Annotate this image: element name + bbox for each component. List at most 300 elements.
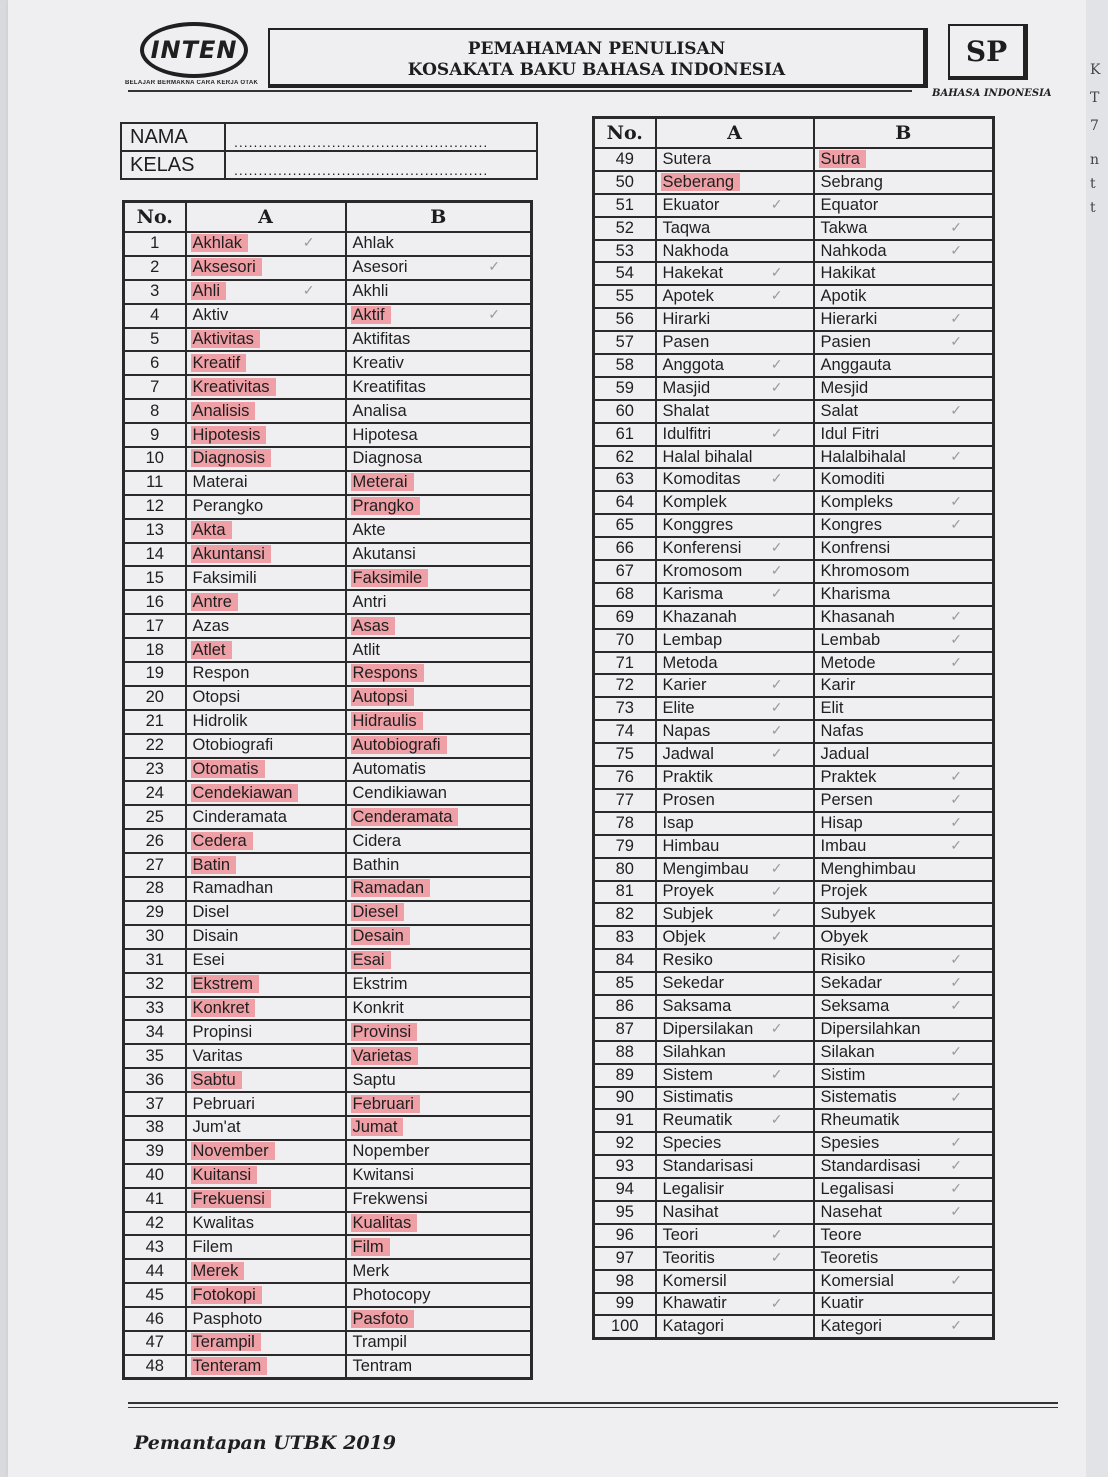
word-text: Sistem xyxy=(662,1065,713,1084)
table-row xyxy=(594,468,994,491)
word-text: Shalat xyxy=(662,401,710,420)
word-a xyxy=(186,853,346,877)
word-text: Ahlak xyxy=(352,234,394,253)
table-row xyxy=(594,1018,994,1041)
word-b xyxy=(814,217,994,240)
table-row xyxy=(124,853,532,877)
table-row xyxy=(594,652,994,675)
word-b xyxy=(814,629,994,652)
word-b xyxy=(814,720,994,743)
row-number: 42 xyxy=(124,1212,186,1236)
word-text: Jum'at xyxy=(192,1118,241,1137)
word-a xyxy=(656,468,814,491)
word-b xyxy=(814,468,994,491)
row-number: 61 xyxy=(594,423,656,446)
word-text: Ahli xyxy=(191,282,227,300)
row-number: 35 xyxy=(124,1044,186,1068)
table-row xyxy=(124,1235,532,1259)
word-a xyxy=(186,614,346,638)
word-a xyxy=(186,805,346,829)
word-a xyxy=(186,638,346,662)
word-b xyxy=(814,331,994,354)
table-row xyxy=(594,514,994,537)
word-a xyxy=(186,1235,346,1259)
word-b xyxy=(814,308,994,331)
word-b xyxy=(814,1155,994,1178)
word-a xyxy=(186,1355,346,1379)
table-row xyxy=(594,1041,994,1064)
word-text: Analisa xyxy=(352,401,407,420)
word-text: Kharisma xyxy=(820,584,891,603)
table-row xyxy=(594,354,994,377)
row-number: 66 xyxy=(594,537,656,560)
word-text: Cinderamata xyxy=(192,807,287,826)
row-number: 55 xyxy=(594,285,656,308)
row-number: 87 xyxy=(594,1018,656,1041)
word-b xyxy=(346,997,532,1021)
table-row xyxy=(124,399,532,423)
table-row xyxy=(124,1283,532,1307)
table-row xyxy=(594,1087,994,1110)
word-text: Isap xyxy=(662,813,694,832)
word-text: Otomatis xyxy=(191,760,265,778)
row-number: 20 xyxy=(124,686,186,710)
word-text: Legalisasi xyxy=(820,1180,894,1199)
word-a xyxy=(186,781,346,805)
word-text: Halalbihalal xyxy=(820,447,906,466)
word-text: Sutra xyxy=(819,150,866,168)
word-text: Pasen xyxy=(662,333,710,352)
word-a xyxy=(186,1259,346,1283)
word-text: Faksimile xyxy=(351,569,429,587)
word-a xyxy=(656,560,814,583)
word-text: Himbau xyxy=(662,836,720,855)
word-text: Projek xyxy=(820,882,868,901)
word-a xyxy=(656,1293,814,1316)
word-text: Risiko xyxy=(820,951,866,970)
word-b xyxy=(814,858,994,881)
word-text: Karier xyxy=(662,676,707,695)
table-row xyxy=(124,1044,532,1068)
row-number: 23 xyxy=(124,758,186,782)
word-text: Dipersilakan xyxy=(662,1019,754,1038)
row-number: 21 xyxy=(124,710,186,734)
table-row xyxy=(594,1132,994,1155)
word-text: Seberang xyxy=(661,173,741,191)
table-row xyxy=(594,949,994,972)
word-text: Kompleks xyxy=(820,493,893,512)
table-row xyxy=(124,1212,532,1236)
table-row xyxy=(124,710,532,734)
kelas-field[interactable]: .................................................... xyxy=(225,151,537,179)
word-b xyxy=(346,662,532,686)
header-a: A xyxy=(656,118,814,149)
word-text: Azas xyxy=(192,616,230,635)
vocab-table-left xyxy=(122,200,533,1380)
word-text: Diagnosa xyxy=(352,449,423,468)
word-b xyxy=(346,781,532,805)
table-row xyxy=(594,537,994,560)
word-a xyxy=(656,743,814,766)
word-text: Silahkan xyxy=(662,1042,726,1061)
word-text: Sistim xyxy=(820,1065,866,1084)
word-text: Kuitansi xyxy=(191,1166,258,1184)
word-text: Lembab xyxy=(820,630,881,649)
table-row xyxy=(594,583,994,606)
word-a xyxy=(656,1018,814,1041)
word-b xyxy=(814,1041,994,1064)
word-text: Sistematis xyxy=(820,1088,897,1107)
word-b xyxy=(814,491,994,514)
word-text: Desain xyxy=(351,927,410,945)
word-b xyxy=(814,995,994,1018)
word-b xyxy=(346,925,532,949)
table-row xyxy=(594,171,994,194)
table-row xyxy=(594,903,994,926)
word-text: Cendikiawan xyxy=(352,783,447,802)
table-row xyxy=(124,232,532,256)
word-b xyxy=(346,1259,532,1283)
row-number: 26 xyxy=(124,829,186,853)
word-a xyxy=(186,232,346,256)
row-number: 24 xyxy=(124,781,186,805)
word-b xyxy=(346,638,532,662)
word-b xyxy=(346,1283,532,1307)
table-row xyxy=(124,614,532,638)
table-row xyxy=(594,606,994,629)
word-text: Frekwensi xyxy=(352,1190,428,1209)
table-row xyxy=(594,926,994,949)
row-number: 58 xyxy=(594,354,656,377)
word-text: Diesel xyxy=(351,903,405,921)
row-number: 86 xyxy=(594,995,656,1018)
word-text: Kategori xyxy=(820,1317,882,1336)
table-row xyxy=(124,375,532,399)
logo-text: INTEN xyxy=(150,36,238,64)
word-text: Analisis xyxy=(191,402,256,420)
table-row xyxy=(594,1178,994,1201)
word-text: Sutera xyxy=(662,149,712,168)
word-text: Rheumatik xyxy=(820,1111,900,1130)
word-b xyxy=(346,256,532,280)
row-number: 99 xyxy=(594,1293,656,1316)
word-b xyxy=(346,805,532,829)
word-a xyxy=(656,1224,814,1247)
word-text: Anggauta xyxy=(820,355,892,374)
word-text: Respons xyxy=(351,664,424,682)
table-row xyxy=(124,1188,532,1212)
word-text: Konferensi xyxy=(662,539,742,558)
word-text: Ekuator xyxy=(662,195,720,214)
table-row xyxy=(124,734,532,758)
word-text: Varitas xyxy=(192,1046,243,1065)
row-number: 19 xyxy=(124,662,186,686)
word-a xyxy=(186,877,346,901)
word-a xyxy=(186,1044,346,1068)
word-b xyxy=(814,674,994,697)
word-b xyxy=(346,423,532,447)
word-text: Komersil xyxy=(662,1271,727,1290)
word-b xyxy=(346,519,532,543)
word-a xyxy=(656,1201,814,1224)
row-number: 14 xyxy=(124,543,186,567)
row-number: 93 xyxy=(594,1155,656,1178)
word-text: Komoditi xyxy=(820,470,885,489)
word-a xyxy=(656,949,814,972)
word-b xyxy=(814,903,994,926)
table-row xyxy=(594,148,994,171)
word-text: Hipotesis xyxy=(191,426,267,444)
word-b xyxy=(346,280,532,304)
row-number: 31 xyxy=(124,949,186,973)
word-text: Elit xyxy=(820,699,844,718)
word-text: Apotek xyxy=(662,287,714,306)
row-number: 68 xyxy=(594,583,656,606)
word-a xyxy=(186,1020,346,1044)
word-text: Taqwa xyxy=(662,218,711,237)
word-a xyxy=(186,829,346,853)
word-text: Ramadhan xyxy=(192,879,274,898)
footer-text: Pemantapan UTBK 2019 xyxy=(134,1432,396,1454)
word-a xyxy=(656,308,814,331)
word-text: Esai xyxy=(351,951,391,969)
word-text: Akte xyxy=(352,521,386,540)
row-number: 100 xyxy=(594,1315,656,1338)
word-text: Hakikat xyxy=(820,264,876,283)
word-text: Asas xyxy=(351,617,396,635)
word-text: Mengimbau xyxy=(662,859,749,878)
row-number: 36 xyxy=(124,1068,186,1092)
word-text: Sabtu xyxy=(191,1071,242,1089)
table-row xyxy=(594,331,994,354)
word-b xyxy=(814,446,994,469)
word-b xyxy=(346,1092,532,1116)
word-a xyxy=(656,537,814,560)
vocab-rows-right xyxy=(594,148,994,1338)
word-text: Subyek xyxy=(820,905,876,924)
word-b xyxy=(346,1355,532,1379)
word-a xyxy=(656,629,814,652)
word-b xyxy=(346,1331,532,1355)
table-row xyxy=(594,743,994,766)
word-a xyxy=(656,217,814,240)
word-text: Hipotesa xyxy=(352,425,418,444)
table-row xyxy=(124,351,532,375)
table-row xyxy=(594,972,994,995)
word-text: Komersial xyxy=(820,1271,894,1290)
word-a xyxy=(656,789,814,812)
word-text: Praktik xyxy=(662,767,713,786)
word-text: Varietas xyxy=(351,1047,418,1065)
word-text: Idul Fitri xyxy=(820,424,880,443)
nama-field[interactable]: .................................................... xyxy=(225,123,537,151)
word-a xyxy=(186,734,346,758)
word-b xyxy=(814,354,994,377)
row-number: 88 xyxy=(594,1041,656,1064)
word-a xyxy=(656,1087,814,1110)
table-row xyxy=(124,805,532,829)
word-b xyxy=(346,734,532,758)
row-number: 41 xyxy=(124,1188,186,1212)
header-no: No. xyxy=(124,202,186,233)
word-b xyxy=(346,399,532,423)
word-text: Khazanah xyxy=(662,607,737,626)
word-text: Prangko xyxy=(351,497,420,515)
word-text: Komoditas xyxy=(662,470,741,489)
table-row xyxy=(594,1064,994,1087)
word-text: Nopember xyxy=(352,1142,430,1161)
table-row xyxy=(124,1068,532,1092)
table-row xyxy=(594,1109,994,1132)
word-b xyxy=(814,560,994,583)
table-row xyxy=(124,304,532,328)
row-number: 98 xyxy=(594,1270,656,1293)
word-text: Standardisasi xyxy=(820,1157,921,1176)
table-row xyxy=(594,812,994,835)
row-number: 50 xyxy=(594,171,656,194)
table-row xyxy=(594,377,994,400)
row-number: 22 xyxy=(124,734,186,758)
word-a xyxy=(186,1164,346,1188)
word-b xyxy=(346,1116,532,1140)
word-a xyxy=(656,766,814,789)
word-text: Hirarki xyxy=(662,310,711,329)
word-b xyxy=(346,949,532,973)
word-a xyxy=(186,925,346,949)
adjacent-page-edge: K T 7 n t t xyxy=(1086,0,1108,1477)
word-b xyxy=(814,1109,994,1132)
word-text: Kromosom xyxy=(662,561,743,580)
word-a xyxy=(656,1315,814,1338)
word-text: Autopsi xyxy=(351,688,414,706)
word-text: Idulfitri xyxy=(662,424,712,443)
word-b xyxy=(346,543,532,567)
word-a xyxy=(656,972,814,995)
header-b: B xyxy=(814,118,994,149)
word-text: Sekadar xyxy=(820,974,882,992)
word-text: Karisma xyxy=(662,584,724,603)
row-number: 79 xyxy=(594,835,656,858)
row-number: 47 xyxy=(124,1331,186,1355)
header-no: No. xyxy=(594,118,656,149)
vocab-rows-left xyxy=(124,232,532,1379)
table-row xyxy=(124,997,532,1021)
word-text: Akuntansi xyxy=(191,545,271,563)
word-a xyxy=(186,758,346,782)
table-row xyxy=(124,1140,532,1164)
word-a xyxy=(656,1064,814,1087)
word-a xyxy=(656,377,814,400)
word-a xyxy=(186,280,346,304)
word-text: Khasanah xyxy=(820,607,895,626)
word-a xyxy=(186,256,346,280)
title-line-1: PEMAHAMAN PENULISAN xyxy=(467,39,726,59)
word-a xyxy=(656,995,814,1018)
row-number: 54 xyxy=(594,262,656,285)
word-text: Asesori xyxy=(352,258,408,277)
table-row xyxy=(594,217,994,240)
row-number: 84 xyxy=(594,949,656,972)
word-text: Pasien xyxy=(820,333,871,352)
word-text: Perangko xyxy=(192,497,264,516)
table-row xyxy=(594,697,994,720)
word-text: Saksama xyxy=(662,996,732,1015)
word-text: Konggres xyxy=(662,516,734,535)
word-a xyxy=(656,652,814,675)
word-b xyxy=(814,240,994,263)
word-text: Pasfoto xyxy=(351,1310,415,1328)
word-text: Film xyxy=(351,1238,390,1256)
row-number: 15 xyxy=(124,566,186,590)
table-row xyxy=(594,308,994,331)
word-b xyxy=(814,926,994,949)
word-b xyxy=(346,566,532,590)
row-number: 75 xyxy=(594,743,656,766)
row-number: 18 xyxy=(124,638,186,662)
word-text: Cendekiawan xyxy=(191,784,299,802)
word-text: Atlet xyxy=(191,641,232,659)
word-b xyxy=(346,901,532,925)
row-number: 56 xyxy=(594,308,656,331)
table-row xyxy=(124,256,532,280)
word-text: Batin xyxy=(191,856,237,874)
word-b xyxy=(814,514,994,537)
word-b xyxy=(346,351,532,375)
word-a xyxy=(186,471,346,495)
word-text: Legalisir xyxy=(662,1180,724,1199)
word-b xyxy=(346,1140,532,1164)
row-number: 17 xyxy=(124,614,186,638)
word-text: Automatis xyxy=(352,760,426,779)
table-row xyxy=(124,328,532,352)
word-a xyxy=(186,351,346,375)
row-number: 57 xyxy=(594,331,656,354)
word-a xyxy=(656,583,814,606)
table-row xyxy=(124,566,532,590)
row-number: 91 xyxy=(594,1109,656,1132)
table-row xyxy=(124,1164,532,1188)
word-text: Pasphoto xyxy=(192,1309,263,1328)
table-row xyxy=(124,686,532,710)
word-b xyxy=(346,1044,532,1068)
row-number: 92 xyxy=(594,1132,656,1155)
table-row xyxy=(594,1315,994,1338)
table-row xyxy=(124,638,532,662)
row-number: 1 xyxy=(124,232,186,256)
word-a xyxy=(186,901,346,925)
word-a xyxy=(186,973,346,997)
table-row xyxy=(594,1270,994,1293)
table-row xyxy=(124,758,532,782)
row-number: 89 xyxy=(594,1064,656,1087)
word-a xyxy=(656,285,814,308)
word-a xyxy=(186,997,346,1021)
table-row xyxy=(124,471,532,495)
word-text: Nasehat xyxy=(820,1202,882,1221)
table-row xyxy=(124,1355,532,1379)
word-text: Antri xyxy=(352,592,387,611)
row-number: 3 xyxy=(124,280,186,304)
word-a xyxy=(656,331,814,354)
word-b xyxy=(346,447,532,471)
word-text: Katagori xyxy=(662,1317,724,1336)
word-text: Khromosom xyxy=(820,561,910,580)
nama-label: NAMA xyxy=(121,123,225,151)
row-number: 33 xyxy=(124,997,186,1021)
word-text: Species xyxy=(662,1134,722,1153)
row-number: 96 xyxy=(594,1224,656,1247)
word-a xyxy=(656,514,814,537)
